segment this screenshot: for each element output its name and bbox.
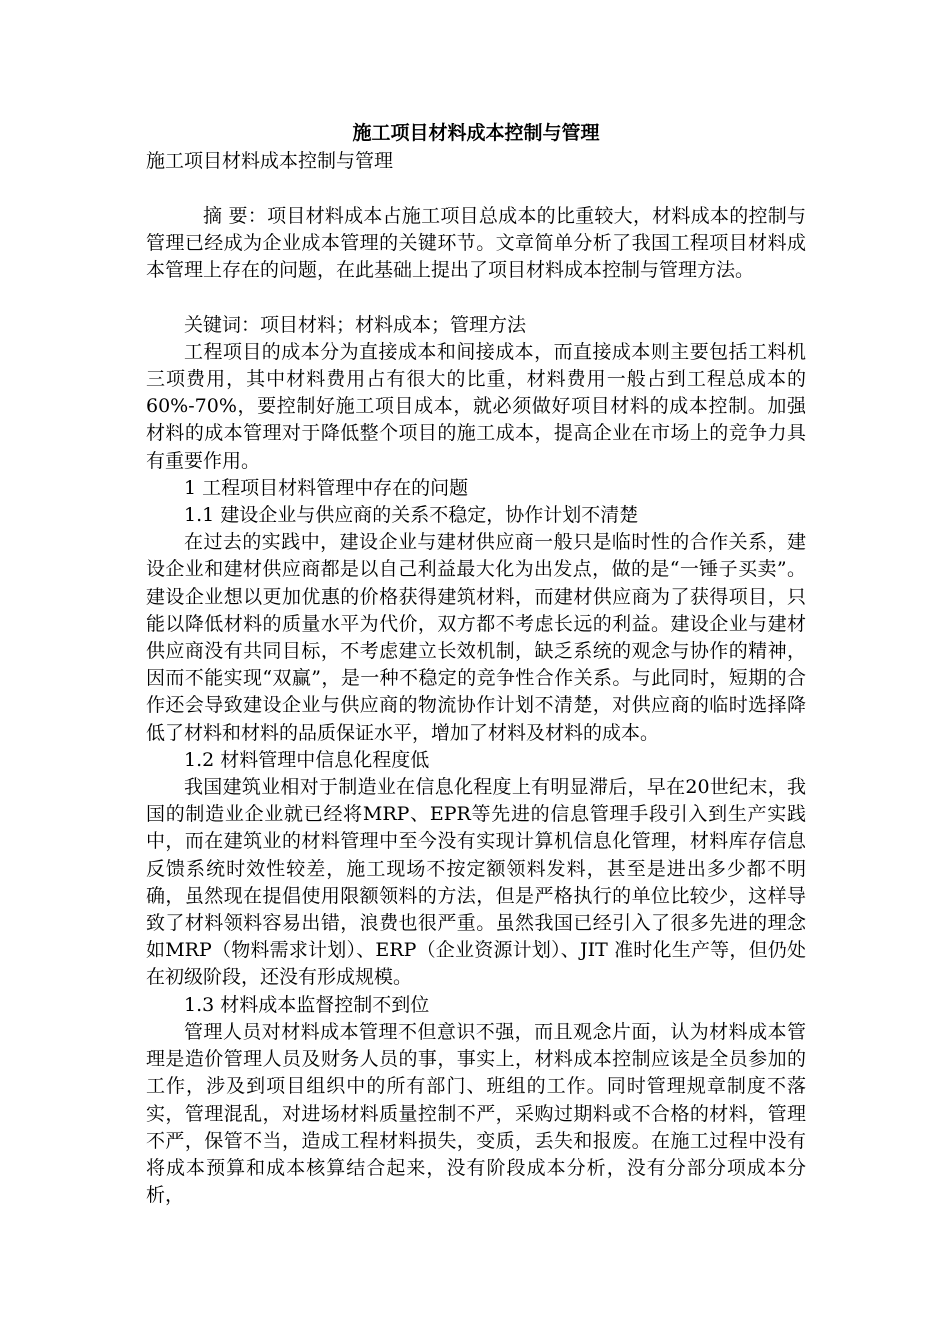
document-subtitle: 施工项目材料成本控制与管理 — [146, 150, 394, 172]
abstract-paragraph: 摘 要：项目材料成本占施工项目总成本的比重较大，材料成本的控制与管理已经成为企业成本管理的关键环节。文章简单分析了我国工程项目材料成本管理上存在的问题，在此基础上提出了项目材料成本控制与管理方法。 — [146, 205, 806, 282]
section-1-3-body: 管理人员对材料成本管理不但意识不强，而且观念片面，认为材料成本管理是造价管理人员及财务人员的事，事实上，材料成本控制应该是全员参加的工作，涉及到项目组织中的所有部门、班组的工作。同时管理规章制度不落实，管理混乱，对进场材料质量控制不严，采购过期料或不合格的材料，管理不严，保管不当，造成工程材料损失，变质，丢失和报废。在施工过程中没有将成本预算和成本核算结合起来，没有阶段成本分析，没有分部分项成本分析， — [146, 1020, 806, 1207]
document-page — [146, 120, 806, 1209]
section-1-2-heading: 1.2 材料管理中信息化程度低 — [184, 748, 430, 771]
intro-paragraph: 工程项目的成本分为直接成本和间接成本，而直接成本则主要包括工料机三项费用，其中材料费用占有很大的比重，材料费用一般占到工程总成本的60%-70%，要控制好施工项目成本，就必须做好项目材料的成本控制。加强材料的成本管理对于降低整个项目的施工成本，提高企业在市场上的竞争力具有重要作用。 — [146, 340, 806, 472]
section-1-heading: 1 工程项目材料管理中存在的问题 — [184, 476, 469, 499]
section-1-2-body: 我国建筑业相对于制造业在信息化程度上有明显滞后，早在20世纪末，我国的制造业企业就已经将MRP、EPR等先进的信息管理手段引入到生产实践中，而在建筑业的材料管理中至今没有实现计算机信息化管理，材料库存信息反馈系统时效性较差，施工现场不按定额领料发料，甚至是进出多少都不明确，虽然现在提倡使用限额领料的方法，但是严格执行的单位比较少，这样导致了材料领料容易出错，浪费也很严重。虽然我国已经引入了很多先进的理念如MRP（物料需求计划）、ERP（企业资源计划）、JIT 准时化生产等，但仍处在初级阶段，还没有形成规模。 — [146, 776, 806, 989]
keywords-line: 关键词：项目材料；材料成本；管理方法 — [184, 313, 527, 336]
section-1-1-heading: 1.1 建设企业与供应商的关系不稳定，协作计划不清楚 — [184, 504, 639, 527]
document-title: 施工项目材料成本控制与管理 — [352, 122, 600, 144]
section-1-3-heading: 1.3 材料成本监督控制不到位 — [184, 993, 430, 1016]
section-1-1-body: 在过去的实践中，建设企业与建材供应商一般只是临时性的合作关系，建设企业和建材供应商都是以自己利益最大化为出发点，做的是“一锤子买卖”。建设企业想以更加优惠的价格获得建筑材料，而建材供应商为了获得项目，只能以降低材料的质量水平为代价，双方都不考虑长远的利益。建设企业与建材供应商没有共同目标，不考虑建立长效机制，缺乏系统的观念与协作的精神，因而不能实现“双赢”，是一种不稳定的竞争性合作关系。与此同时，短期的合作还会导致建设企业与供应商的物流协作计划不清楚，对供应商的临时选择降低了材料和材料的品质保证水平，增加了材料及材料的成本。 — [146, 531, 806, 744]
blank-line — [146, 176, 806, 203]
blank-line — [146, 285, 806, 312]
